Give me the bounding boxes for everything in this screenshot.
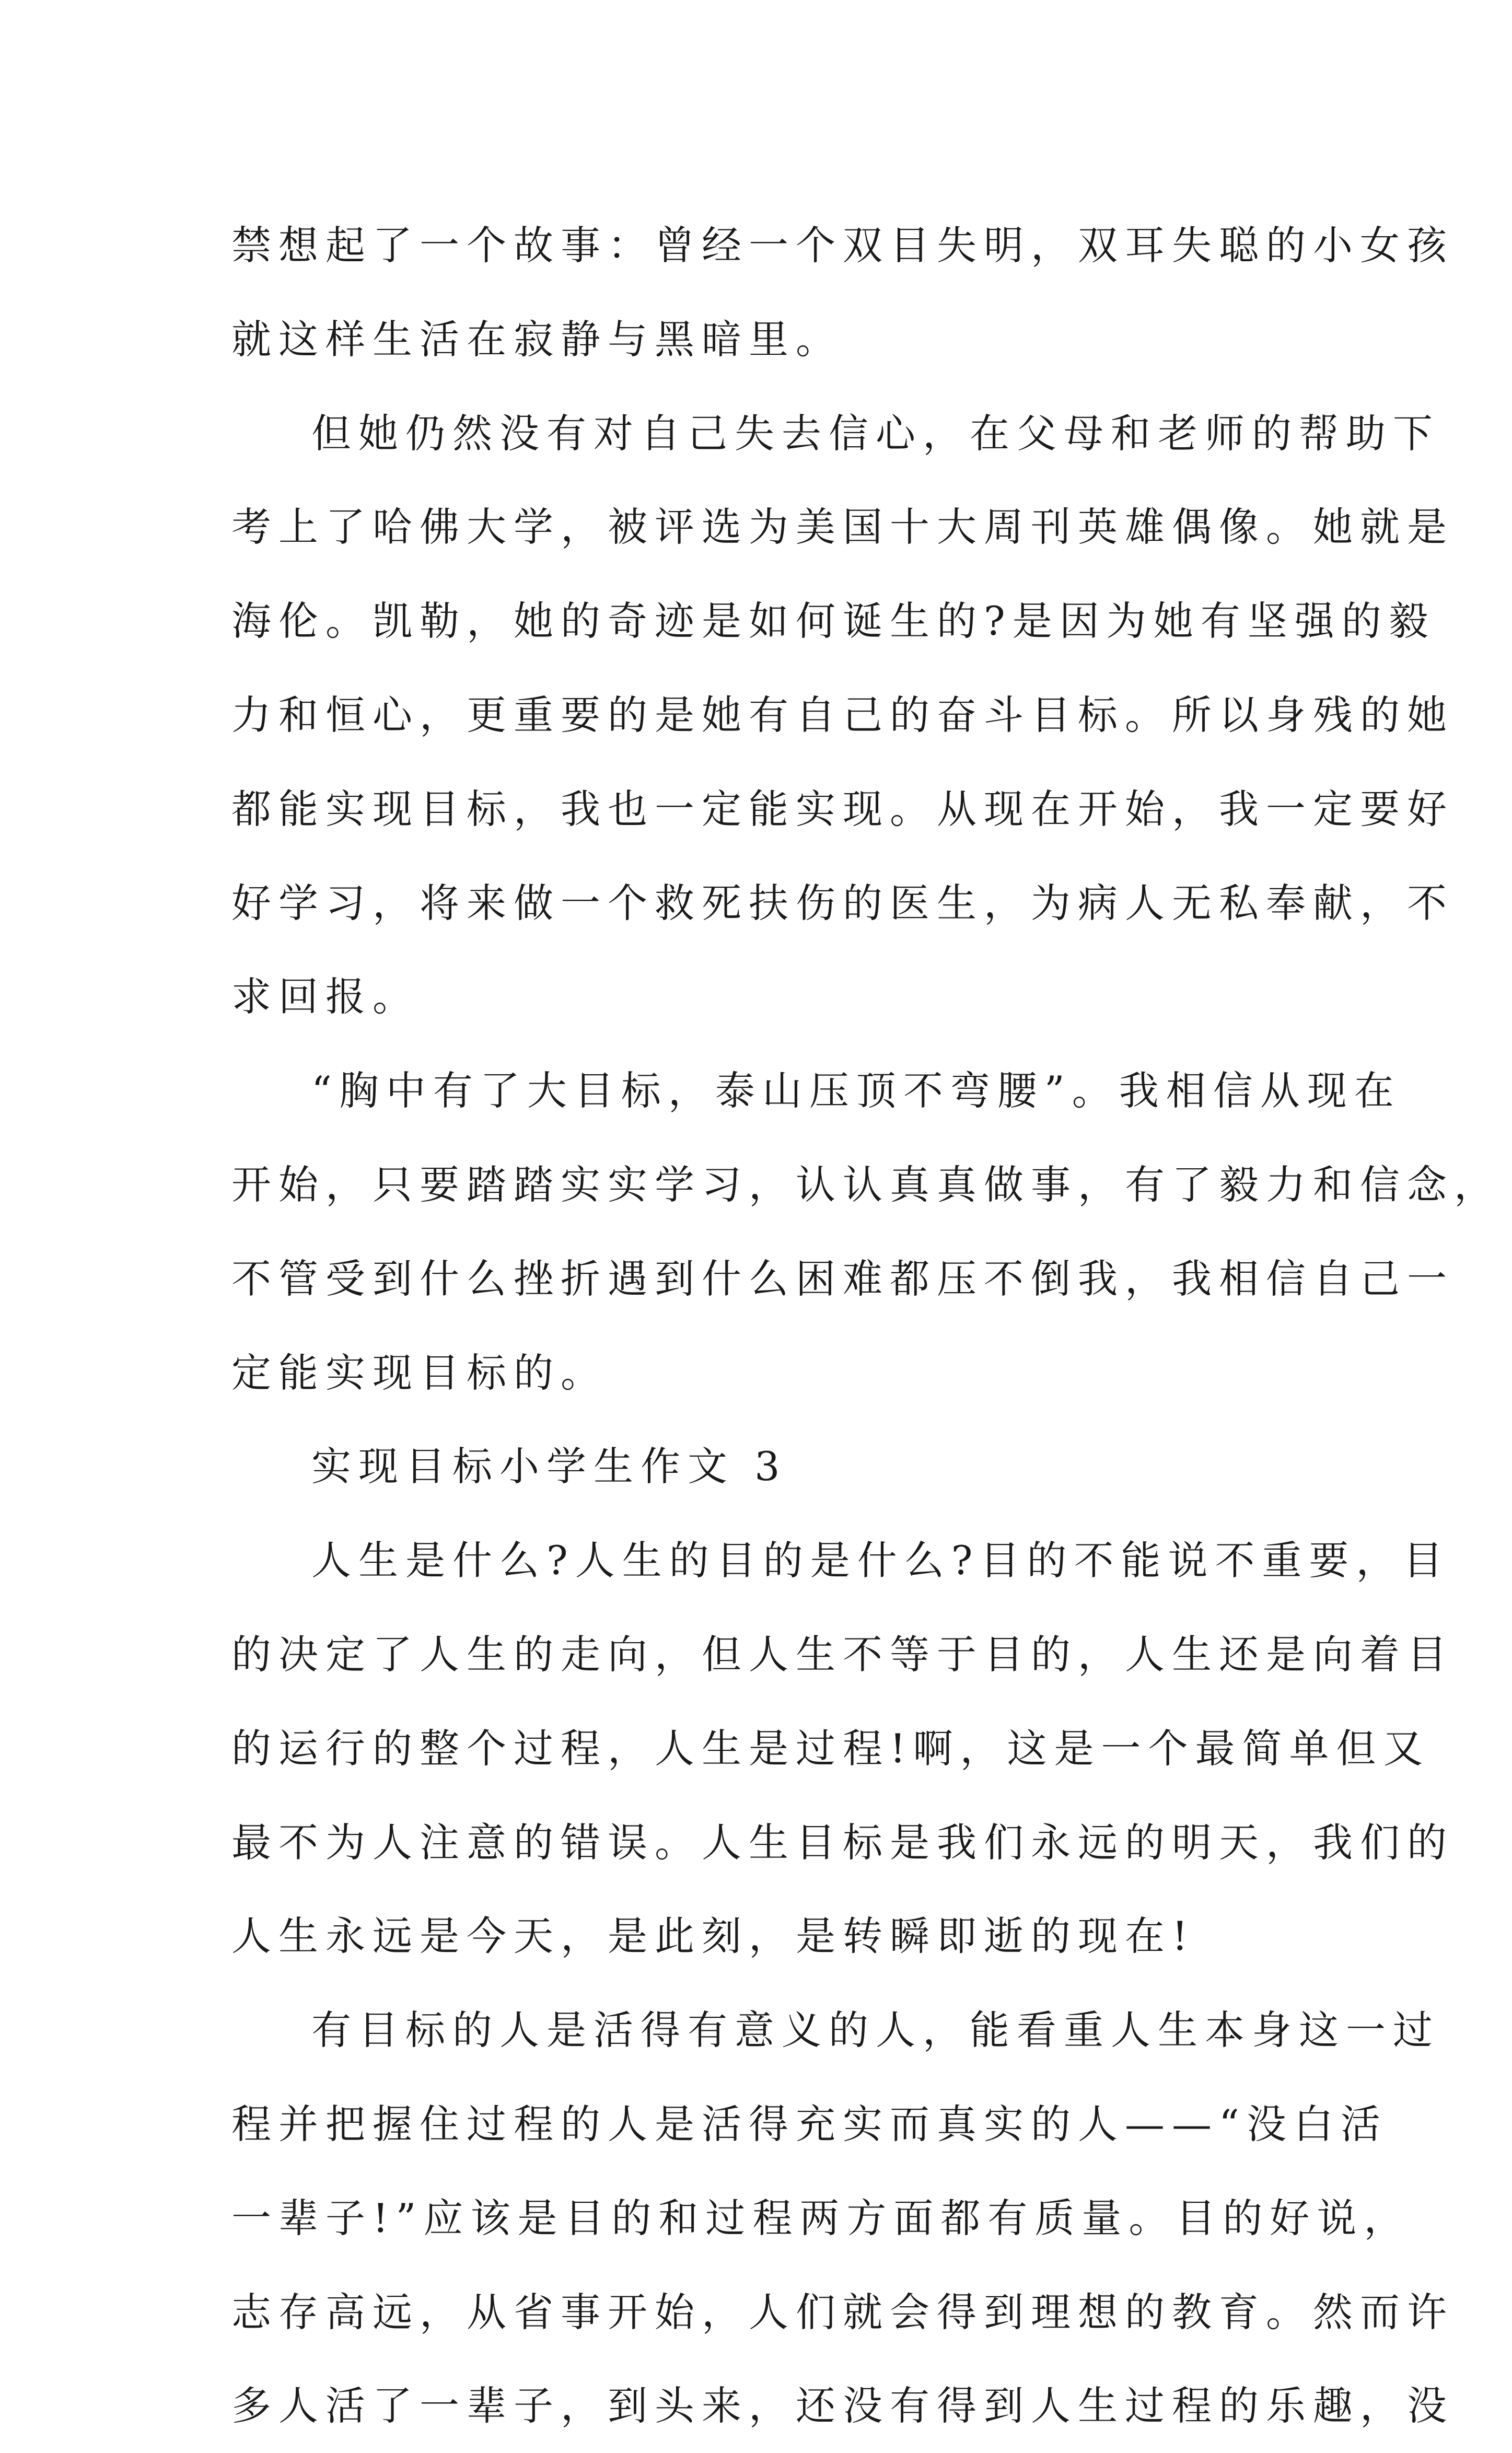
text-line: 都能实现目标，我也一定能实现。从现在开始，我一定要好 bbox=[231, 785, 1454, 832]
text-line: 有目标的人是活得有意义的人，能看重人生本身这一过 bbox=[311, 2007, 1440, 2054]
text-line: 人生是什么?人生的目的是什么?目的不能说不重要，目 bbox=[311, 1537, 1450, 1584]
text-line: 人生永远是今天，是此刻，是转瞬即逝的现在! bbox=[231, 1913, 1195, 1960]
text-line: 海伦。凯勒，她的奇迹是如何诞生的?是因为她有坚强的毅 bbox=[231, 598, 1436, 645]
text-line: 开始，只要踏踏实实学习，认认真真做事，有了毅力和信念， bbox=[231, 1161, 1501, 1208]
text-line: 好学习，将来做一个救死扶伤的医生，为病人无私奉献，不 bbox=[231, 879, 1454, 926]
text-line: 求回报。 bbox=[231, 973, 420, 1020]
text-line: 实现目标小学生作文 3 bbox=[311, 1443, 787, 1490]
text-line: 多人活了一辈子，到头来，还没有得到人生过程的乐趣，没 bbox=[231, 2382, 1454, 2429]
text-line: 志存高远，从省事开始，人们就会得到理想的教育。然而许 bbox=[231, 2288, 1454, 2335]
text-line: 但她仍然没有对自己失去信心，在父母和老师的帮助下 bbox=[311, 410, 1440, 457]
text-line: 程并把握住过程的人是活得充实而真实的人——“没白活 bbox=[231, 2100, 1388, 2147]
text-line: 力和恒心，更重要的是她有自己的奋斗目标。所以身残的她 bbox=[231, 691, 1454, 738]
text-line: 考上了哈佛大学，被评选为美国十大周刊英雄偶像。她就是 bbox=[231, 504, 1454, 551]
document-body bbox=[231, 199, 1501, 2453]
text-line: 一辈子!”应该是目的和过程两方面都有质量。目的好说， bbox=[231, 2194, 1411, 2241]
text-line: 的运行的整个过程，人生是过程!啊，这是一个最简单但又 bbox=[231, 1725, 1430, 1772]
text-line: “胸中有了大目标，泰山压顶不弯腰”。我相信从现在 bbox=[311, 1067, 1401, 1114]
text-line: 禁想起了一个故事：曾经一个双目失明，双耳失聪的小女孩 bbox=[231, 222, 1454, 269]
text-line: 就这样生活在寂静与黑暗里。 bbox=[231, 316, 843, 363]
text-line: 最不为人注意的错误。人生目标是我们永远的明天，我们的 bbox=[231, 1819, 1454, 1866]
text-line: 的决定了人生的走向，但人生不等于目的，人生还是向着目 bbox=[231, 1631, 1454, 1678]
text-line: 定能实现目标的。 bbox=[231, 1349, 608, 1396]
text-line: 不管受到什么挫折遇到什么困难都压不倒我，我相信自己一 bbox=[231, 1255, 1454, 1302]
